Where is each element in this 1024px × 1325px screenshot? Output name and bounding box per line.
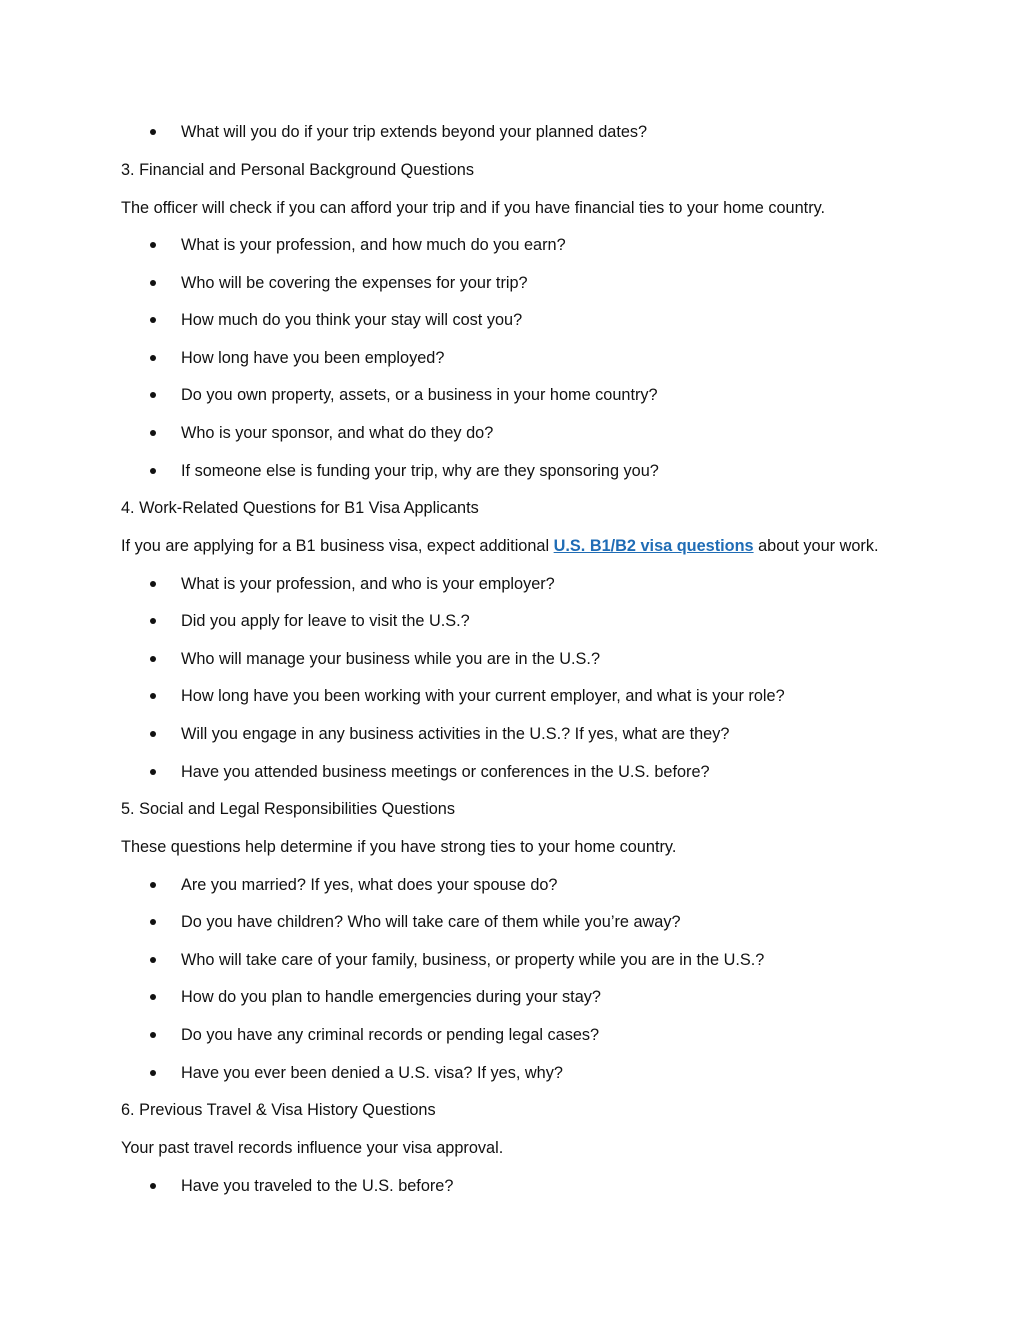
list-item: How much do you think your stay will cost you?: [181, 311, 523, 329]
list-item: Have you traveled to the U.S. before?: [181, 1177, 454, 1195]
list-item: What is your profession, and how much do you earn?: [181, 236, 566, 254]
list-item: Who will manage your business while you are in the U.S.?: [181, 650, 600, 668]
section-heading: 4. Work-Related Questions for B1 Visa Applicants: [121, 499, 479, 517]
bullet-dot: [150, 731, 156, 737]
list-item: Are you married? If yes, what does your spouse do?: [181, 876, 558, 894]
list-item: How do you plan to handle emergencies during your stay?: [181, 988, 601, 1006]
list-item: Will you engage in any business activities in the U.S.? If yes, what are they?: [181, 725, 730, 743]
bullet-dot: [150, 129, 156, 135]
bullet-dot: [150, 1070, 156, 1076]
list-item: Who will be covering the expenses for your trip?: [181, 274, 528, 292]
list-item: What is your profession, and who is your employer?: [181, 575, 555, 593]
bullet-dot: [150, 317, 156, 323]
bullet-dot: [150, 882, 156, 888]
list-item: Who is your sponsor, and what do they do?: [181, 424, 494, 442]
list-item: How long have you been working with your current employer, and what is your role?: [181, 687, 785, 705]
bullet-dot: [150, 618, 156, 624]
section-heading: 3. Financial and Personal Background Questions: [121, 161, 474, 179]
intro-text-before: If you are applying for a B1 business visa, expect additional: [121, 537, 554, 555]
section-intro: These questions help determine if you have strong ties to your home country.: [121, 838, 677, 856]
section-intro: [121, 534, 878, 558]
list-item: If someone else is funding your trip, why are they sponsoring you?: [181, 462, 659, 480]
bullet-dot: [150, 957, 156, 963]
section-heading: 6. Previous Travel & Visa History Questions: [121, 1101, 436, 1119]
list-item: How long have you been employed?: [181, 349, 445, 367]
bullet-dot: [150, 919, 156, 925]
list-item: Do you have any criminal records or pending legal cases?: [181, 1026, 600, 1044]
bullet-dot: [150, 693, 156, 699]
section-heading: 5. Social and Legal Responsibilities Questions: [121, 800, 455, 818]
list-item: Do you have children? Who will take care of them while you’re away?: [181, 913, 681, 931]
list-item: Have you attended business meetings or conferences in the U.S. before?: [181, 763, 710, 781]
bullet-dot: [150, 242, 156, 248]
bullet-dot: [150, 769, 156, 775]
bullet-dot: [150, 280, 156, 286]
bullet-dot: [150, 581, 156, 587]
bullet-dot: [150, 468, 156, 474]
list-item: What will you do if your trip extends beyond your planned dates?: [181, 123, 648, 141]
list-item: Do you own property, assets, or a business in your home country?: [181, 386, 658, 404]
list-item: Who will take care of your family, business, or property while you are in the U.S.?: [181, 951, 765, 969]
bullet-dot: [150, 994, 156, 1000]
section-intro: The officer will check if you can afford your trip and if you have financial ties to your home country.: [121, 199, 826, 217]
bullet-dot: [150, 656, 156, 662]
visa-questions-link[interactable]: U.S. B1/B2 visa questions: [553, 537, 754, 555]
section-intro: Your past travel records influence your visa approval.: [121, 1139, 504, 1157]
bullet-dot: [150, 1032, 156, 1038]
list-item: Did you apply for leave to visit the U.S.?: [181, 612, 470, 630]
bullet-dot: [150, 355, 156, 361]
bullet-dot: [150, 392, 156, 398]
bullet-dot: [150, 1183, 156, 1189]
intro-text-after: about your work.: [753, 537, 879, 555]
list-item: Have you ever been denied a U.S. visa? If yes, why?: [181, 1064, 563, 1082]
bullet-dot: [150, 430, 156, 436]
